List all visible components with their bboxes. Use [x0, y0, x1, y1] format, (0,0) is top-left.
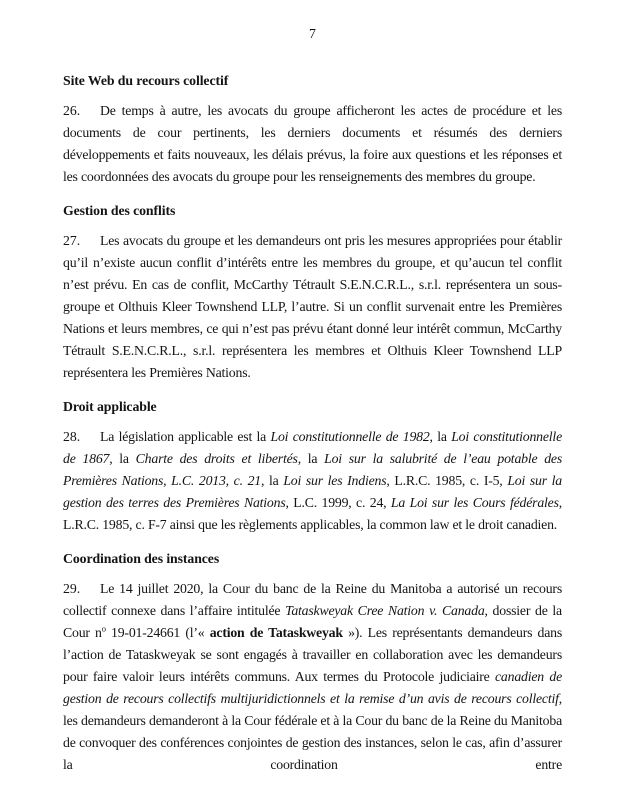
page-number: 7 [309, 26, 316, 41]
paragraph-number: 26. [63, 103, 81, 118]
paragraph-number: 28. [63, 429, 81, 444]
paragraph-text: Les avocats du groupe et les demandeurs ont pris les mesures appropriées pour établir qu’il n’existe aucun conflit d’intérêts entre les membres du groupe, et qu’aucun tel conflit n’est prévu. En cas de conflit, McCarthy Tétrault S.E.N.C.R.L., s.r.l. représentera un sous-groupe et Olthuis Kleer Townshend LLP, l’autre. Si un conflit survenait entre les Premières Nations et leurs membres, ce qui n’est pas prévu étant donné leur intérêt commun, McCarthy Tétrault S.E.N.C.R.L., s.r.l. représentera les membres et Olthuis Kleer Townshend LLP représentera les Premières Nations. [63, 233, 562, 380]
section-droit-applicable [63, 396, 562, 536]
paragraph-27 [63, 230, 562, 384]
section-site-web-du-recours-collectif [63, 70, 562, 188]
paragraph-number: 27. [63, 233, 81, 248]
paragraph-text: De temps à autre, les avocats du groupe afficheront les actes de procédure et les documents de cour pertinents, les derniers documents et résumés des derniers développements et faits nouveaux, les délais prévus, la foire aux questions et les réponses et les coordonnées des avocats du groupe pour les renseignements des membres du groupe. [63, 103, 562, 184]
paragraph-text: La législation applicable est la Loi constitutionnelle de 1982, la Loi constitutionnelle de 1867, la Charte des droits et libertés, la Loi sur la salubrité de l’eau potable des Premières Nations, L.C. 2013, c. 21, la Loi sur les Indiens, L.R.C. 1985, c. I-5, Loi sur la gestion des terres des Premières Nations, L.C. 1999, c. 24, La Loi sur les Cours fédérales, L.R.C. 1985, c. F-7 ainsi que les règlements applicables, la common law et le droit canadien. [63, 429, 562, 532]
paragraph-28 [63, 426, 562, 536]
section-heading: Droit applicable [63, 399, 157, 414]
paragraph-number: 29. [63, 581, 81, 596]
section-heading: Gestion des conflits [63, 203, 176, 218]
section-coordination-des-instances [63, 548, 562, 776]
section-heading: Site Web du recours collectif [63, 73, 229, 88]
section-heading: Coordination des instances [63, 551, 220, 566]
paragraph-26 [63, 100, 562, 188]
section-gestion-des-conflits [63, 200, 562, 384]
paragraph-text: Le 14 juillet 2020, la Cour du banc de la Reine du Manitoba a autorisé un recours collectif connexe dans l’affaire intitulée Tataskweyak Cree Nation v. Canada, dossier de la Cour $n^o$ 19-01-24661 (l’« action de Tataskweyak »). Les représentants demandeurs dans l’action de Tataskweyak se sont engagés à travailler en collaboration avec les demandeurs pour faire valoir leurs intérêts communs. Aux termes du Protocole judiciaire canadien de gestion de recours collectifs multijuridictionnels et la remise d’un avis de recours collectif, les demandeurs demanderont à la Cour fédérale et à la Cour du banc de la Reine du Manitoba de convoquer des conférences conjointes de gestion des instances, selon le cas, afin d’assurer la coordination entre [63, 581, 562, 772]
paragraph-29 [63, 578, 562, 776]
